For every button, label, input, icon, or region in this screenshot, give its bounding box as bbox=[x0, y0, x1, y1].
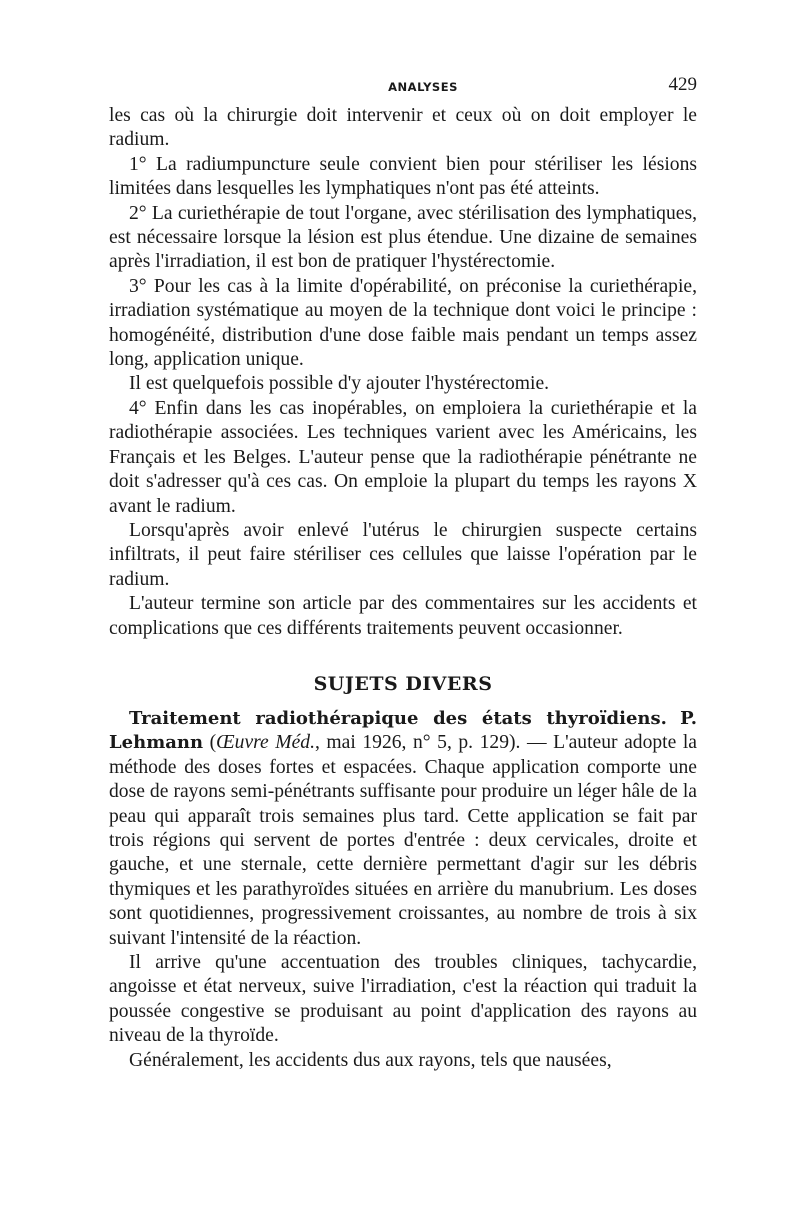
article-title: Traitement radiothérapique des états thyroïdiens. bbox=[129, 707, 667, 729]
journal-name: Œuvre Méd. bbox=[216, 732, 315, 754]
paragraph: L'auteur termine son article par des commentaires sur les accidents et complications que ces différents traitements peuvent occasionner. bbox=[109, 593, 697, 639]
paragraph: Généralement, les accidents dus aux rayons, tels que nausées, bbox=[129, 1049, 612, 1071]
page bbox=[109, 72, 697, 1073]
article-author: P. Lehmann bbox=[109, 707, 697, 754]
paragraph: les cas où la chirurgie doit intervenir et ceux où on doit employer le radium. bbox=[109, 105, 697, 151]
paragraph: 1° La radiumpuncture seule convient bien pour stériliser les lésions limitées dans lesquelles les lymphatiques n'ont pas été atteints. bbox=[109, 153, 697, 200]
paragraph: 2° La curiethérapie de tout l'organe, avec stérilisation des lymphatiques, est nécessaire lorsque la lésion est plus étendue. Une dizaine de semaines après l'irradiation, il est bon de pratiquer l'hystérectomie. bbox=[109, 202, 697, 273]
article bbox=[109, 707, 697, 1073]
paragraph: 3° Pour les cas à la limite d'opérabilité, on préconise la curiethérapie, irradiation systématique au moyen de la technique dont voici le principe : homogénéité, distribution d'une dose faible mais pendant un temps assez long, application unique. bbox=[109, 275, 697, 371]
running-title: ANALYSES bbox=[388, 80, 458, 94]
previous-article-continuation bbox=[109, 104, 697, 641]
citation-rest: , mai 1926, n° 5, p. 129). bbox=[315, 732, 521, 754]
article-lead-paragraph bbox=[109, 707, 697, 951]
paragraph: Lorsqu'après avoir enlevé l'utérus le chirurgien suspecte certains infiltrats, il peut faire stériliser ces cellules que laisse l'opération par le radium. bbox=[109, 519, 697, 590]
running-header bbox=[109, 72, 697, 104]
section-heading: SUJETS DIVERS bbox=[313, 672, 493, 695]
paragraph: 4° Enfin dans les cas inopérables, on emploiera la curiethérapie et la radiothérapie associées. Les techniques varient avec les Américains, les Français et les Belges. L'auteur pense que la radiothérapie pénétrante ne doit s'adresser qu'à ces cas. On emploie la plupart du temps les rayons X avant le radium. bbox=[109, 397, 697, 517]
citation-open: ( bbox=[203, 732, 217, 754]
paragraph: Il est quelquefois possible d'y ajouter l'hystérectomie. bbox=[129, 373, 550, 395]
paragraph: Il arrive qu'une accentuation des troubles cliniques, tachycardie, angoisse et état nerveux, suive l'irradiation, c'est la réaction qui traduit la poussée congestive se produisant au point d'application des rayons au niveau de la thyroïde. bbox=[109, 952, 697, 1047]
article-lead-text: — L'auteur adopte la méthode des doses fortes et espacées. Chaque application comporte une dose de rayons semi-pénétrants suffisante pour produire un léger hâle de la peau qui apparaît trois semaines plus tard. Cette application se fait par trois régions qui servent de portes d'entrée : deux cervicales, droite et gauche, et une sternale, cette dernière permettant d'agir sur les débris thymiques et les parathyroïdes situées en arrière du manubrium. Les doses sont quotidiennes, progressivement croissantes, au nombre de trois à six suivant l'intensité de la réaction. bbox=[109, 732, 698, 949]
page-number: 429 bbox=[668, 74, 697, 95]
